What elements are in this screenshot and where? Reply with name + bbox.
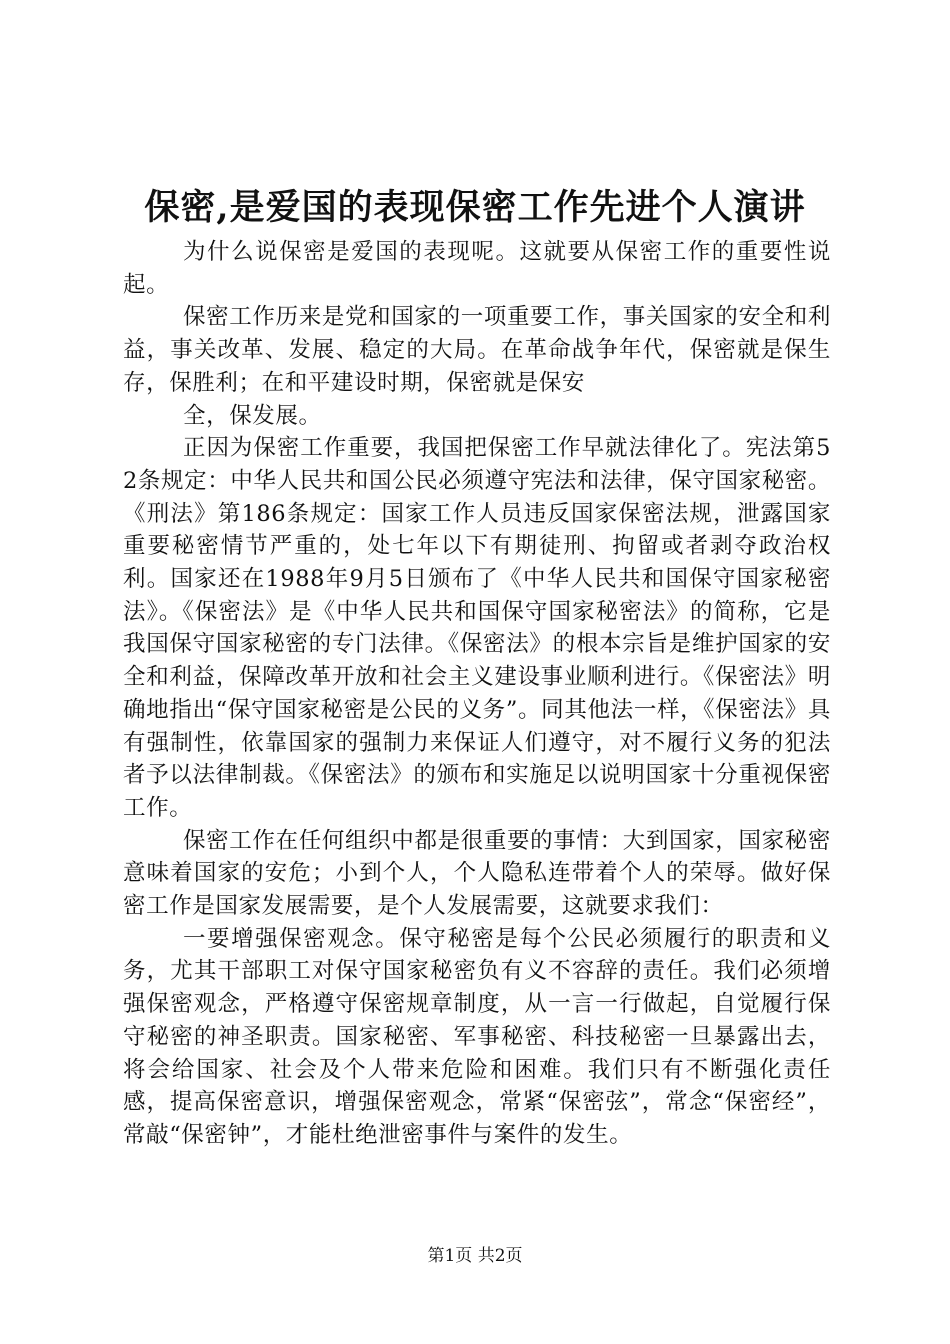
paragraph-6: 一要增强保密观念。保守秘密是每个公民必须履行的职责和义务，尤其干部职工对保守国家秘密负有义不容辞的责任。我们必须增强保密观念，严格遵守保密规章制度，从一言一行做起，自觉履行保守秘密的神圣职责。国家秘密、军事秘密、科技秘密一旦暴露出去，将会给国家、社会及个人带来危险和困难。我们只有不断强化责任感，提高保密意识，增强保密观念，常紧“保密弦”，常念“保密经”，常敲“保密钟”，才能杜绝泄密事件与案件的发生。 <box>123 925 831 1148</box>
document-title: 保密,是爱国的表现保密工作先进个人演讲 <box>144 187 806 228</box>
document-body <box>123 236 831 1152</box>
page-number-footer: 第1页 共2页 <box>427 1246 523 1266</box>
paragraph-5: 保密工作在任何组织中都是很重要的事情：大到国家，国家秘密意味着国家的安危；小到个人，个人隐私连带着个人的荣辱。做好保密工作是国家发展需要，是个人发展需要，这就要求我们： <box>123 827 831 920</box>
paragraph-1: 为什么说保密是爱国的表现呢。这就要从保密工作的重要性说起。 <box>123 239 831 298</box>
paragraph-3: 全，保发展。 <box>183 402 322 429</box>
paragraph-2: 保密工作历来是党和国家的一项重要工作，事关国家的安全和利益，事关改革、发展、稳定的大局。在革命战争年代，保密就是保生存，保胜利；在和平建设时期，保密就是保安 <box>123 304 831 396</box>
paragraph-4: 正因为保密工作重要，我国把保密工作早就法律化了。宪法第52条规定：中华人民共和国公民必须遵守宪法和法律，保守国家秘密。《刑法》第186条规定：国家工作人员违反国家保密法规，泄露国家重要秘密情节严重的，处七年以下有期徒刑、拘留或者剥夺政治权利。国家还在1988年9月5日颁布了《中华人民共和国保守国家秘密法》。《保密法》是《中华人民共和国保守国家秘密法》的简称，它是我国保守国家秘密的专门法律。《保密法》的根本宗旨是维护国家的安全和利益，保障改革开放和社会主义建设事业顺利进行。《保密法》明确地指出“保守国家秘密是公民的义务”。同其他法一样，《保密法》具有强制性，依靠国家的强制力来保证人们遵守，对不履行义务的犯法者予以法律制裁。《保密法》的颁布和实施足以说明国家十分重视保密工作。 <box>123 435 831 821</box>
